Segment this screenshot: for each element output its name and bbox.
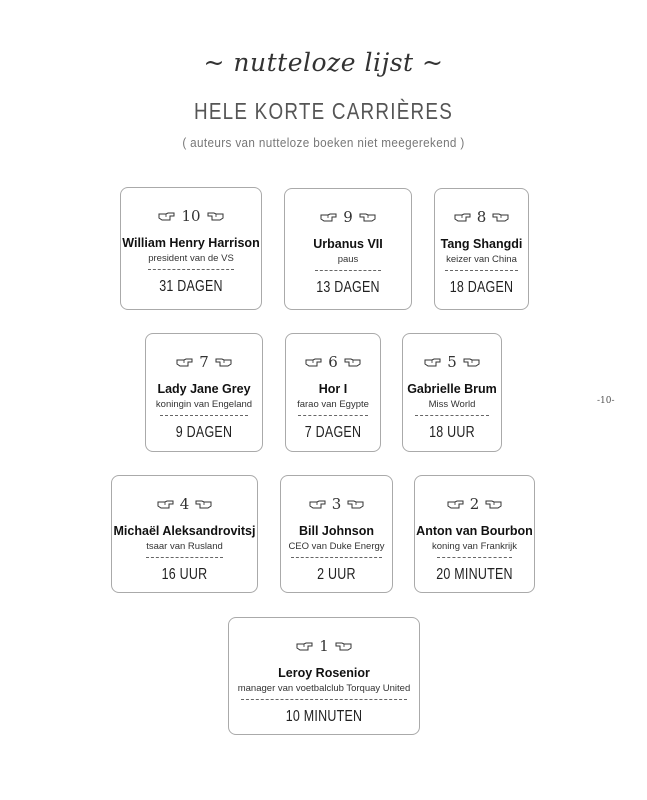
career-duration: 2 UUR <box>317 566 356 583</box>
pointing-hand-left-icon <box>492 213 509 222</box>
pointing-hand-left-icon <box>359 213 376 222</box>
rank-row <box>415 494 534 514</box>
card-rank-10 <box>120 187 262 310</box>
rank-row <box>435 207 528 227</box>
pointing-hand-left-icon <box>207 212 224 221</box>
pointing-hand-left-icon <box>335 642 352 651</box>
rank-row <box>121 206 261 226</box>
rank-number: 5 <box>447 353 457 371</box>
person-name: Bill Johnson <box>299 524 374 538</box>
career-duration: 16 UUR <box>161 566 208 583</box>
person-name: Michaël Aleksandrovitsj <box>113 524 256 538</box>
card-rank-4 <box>111 475 258 593</box>
pointing-hand-right-icon <box>296 642 313 651</box>
dashed-divider <box>148 269 234 270</box>
person-role: paus <box>337 254 359 265</box>
pointing-hand-right-icon <box>424 358 441 367</box>
rank-number: 8 <box>476 208 487 226</box>
card-rank-2 <box>414 475 535 593</box>
list-heading: HELE KORTE CARRIÈRES <box>193 98 454 124</box>
dashed-divider <box>298 415 368 416</box>
person-name: Gabrielle Brum <box>407 382 497 396</box>
person-role: farao van Egypte <box>297 399 369 410</box>
pointing-hand-left-icon <box>344 358 361 367</box>
person-name: Anton van Bourbon <box>416 524 533 538</box>
rank-number: 7 <box>199 353 209 371</box>
pointing-hand-right-icon <box>447 500 464 509</box>
career-duration: 7 DAGEN <box>304 424 362 441</box>
rank-row <box>146 352 262 372</box>
page-title: ~ nutteloze lijst ~ <box>203 48 444 77</box>
pointing-hand-right-icon <box>320 213 337 222</box>
rank-row <box>281 494 392 514</box>
dashed-divider <box>437 557 512 558</box>
dashed-divider <box>160 415 248 416</box>
pointing-hand-left-icon <box>195 500 212 509</box>
person-role: keizer van China <box>446 254 517 265</box>
rank-number: 9 <box>343 208 353 226</box>
rank-number: 1 <box>319 637 329 655</box>
career-duration: 10 MINUTEN <box>285 708 363 725</box>
card-rank-6 <box>285 333 381 452</box>
dashed-divider <box>146 557 223 558</box>
person-role: Miss World <box>428 399 476 410</box>
person-name: Leroy Rosenior <box>278 666 370 680</box>
rank-row <box>112 494 257 514</box>
person-role: CEO van Duke Energy <box>288 541 385 552</box>
career-duration: 9 DAGEN <box>175 424 233 441</box>
career-duration: 20 MINUTEN <box>436 566 513 583</box>
dashed-divider <box>445 270 518 271</box>
page-number: -10- <box>597 396 615 406</box>
rank-number: 6 <box>328 353 338 371</box>
person-role: manager van voetbalclub Torquay United <box>237 683 411 694</box>
person-name: Urbanus VII <box>313 237 383 251</box>
card-rank-3 <box>280 475 393 593</box>
rank-number: 2 <box>469 495 480 513</box>
rank-row <box>229 636 419 656</box>
rank-row <box>285 207 411 227</box>
pointing-hand-left-icon <box>463 358 480 367</box>
list-note: ( auteurs van nutteloze boeken niet meegerekend ) <box>182 135 465 150</box>
person-role: koningin van Engeland <box>155 399 253 410</box>
career-duration: 18 UUR <box>429 424 475 441</box>
rank-number: 3 <box>331 495 342 513</box>
person-name: Tang Shangdi <box>440 237 523 251</box>
person-name: William Henry Harrison <box>122 236 260 250</box>
dashed-divider <box>315 270 381 271</box>
pointing-hand-right-icon <box>158 212 175 221</box>
person-role: koning van Frankrijk <box>431 541 517 552</box>
person-name: Hor I <box>318 382 348 396</box>
rank-row <box>286 352 380 372</box>
dashed-divider <box>415 415 489 416</box>
pointing-hand-right-icon <box>157 500 174 509</box>
rank-number: 4 <box>179 495 190 513</box>
card-rank-9 <box>284 188 412 310</box>
person-role: president van de VS <box>148 253 234 264</box>
card-rank-1 <box>228 617 420 735</box>
pointing-hand-left-icon <box>347 500 364 509</box>
career-duration: 18 DAGEN <box>449 279 514 296</box>
rank-row <box>403 352 501 372</box>
career-duration: 13 DAGEN <box>316 279 380 296</box>
pointing-hand-right-icon <box>454 213 471 222</box>
pointing-hand-right-icon <box>176 358 193 367</box>
pointing-hand-left-icon <box>215 358 232 367</box>
card-rank-8 <box>434 188 529 310</box>
pointing-hand-left-icon <box>485 500 502 509</box>
pointing-hand-right-icon <box>305 358 322 367</box>
rank-number: 10 <box>181 207 201 225</box>
pointing-hand-right-icon <box>309 500 326 509</box>
card-rank-5 <box>402 333 502 452</box>
dashed-divider <box>241 699 407 700</box>
dashed-divider <box>291 557 382 558</box>
career-duration: 31 DAGEN <box>159 278 223 295</box>
person-role: tsaar van Rusland <box>146 541 223 552</box>
card-rank-7 <box>145 333 263 452</box>
person-name: Lady Jane Grey <box>157 382 251 396</box>
